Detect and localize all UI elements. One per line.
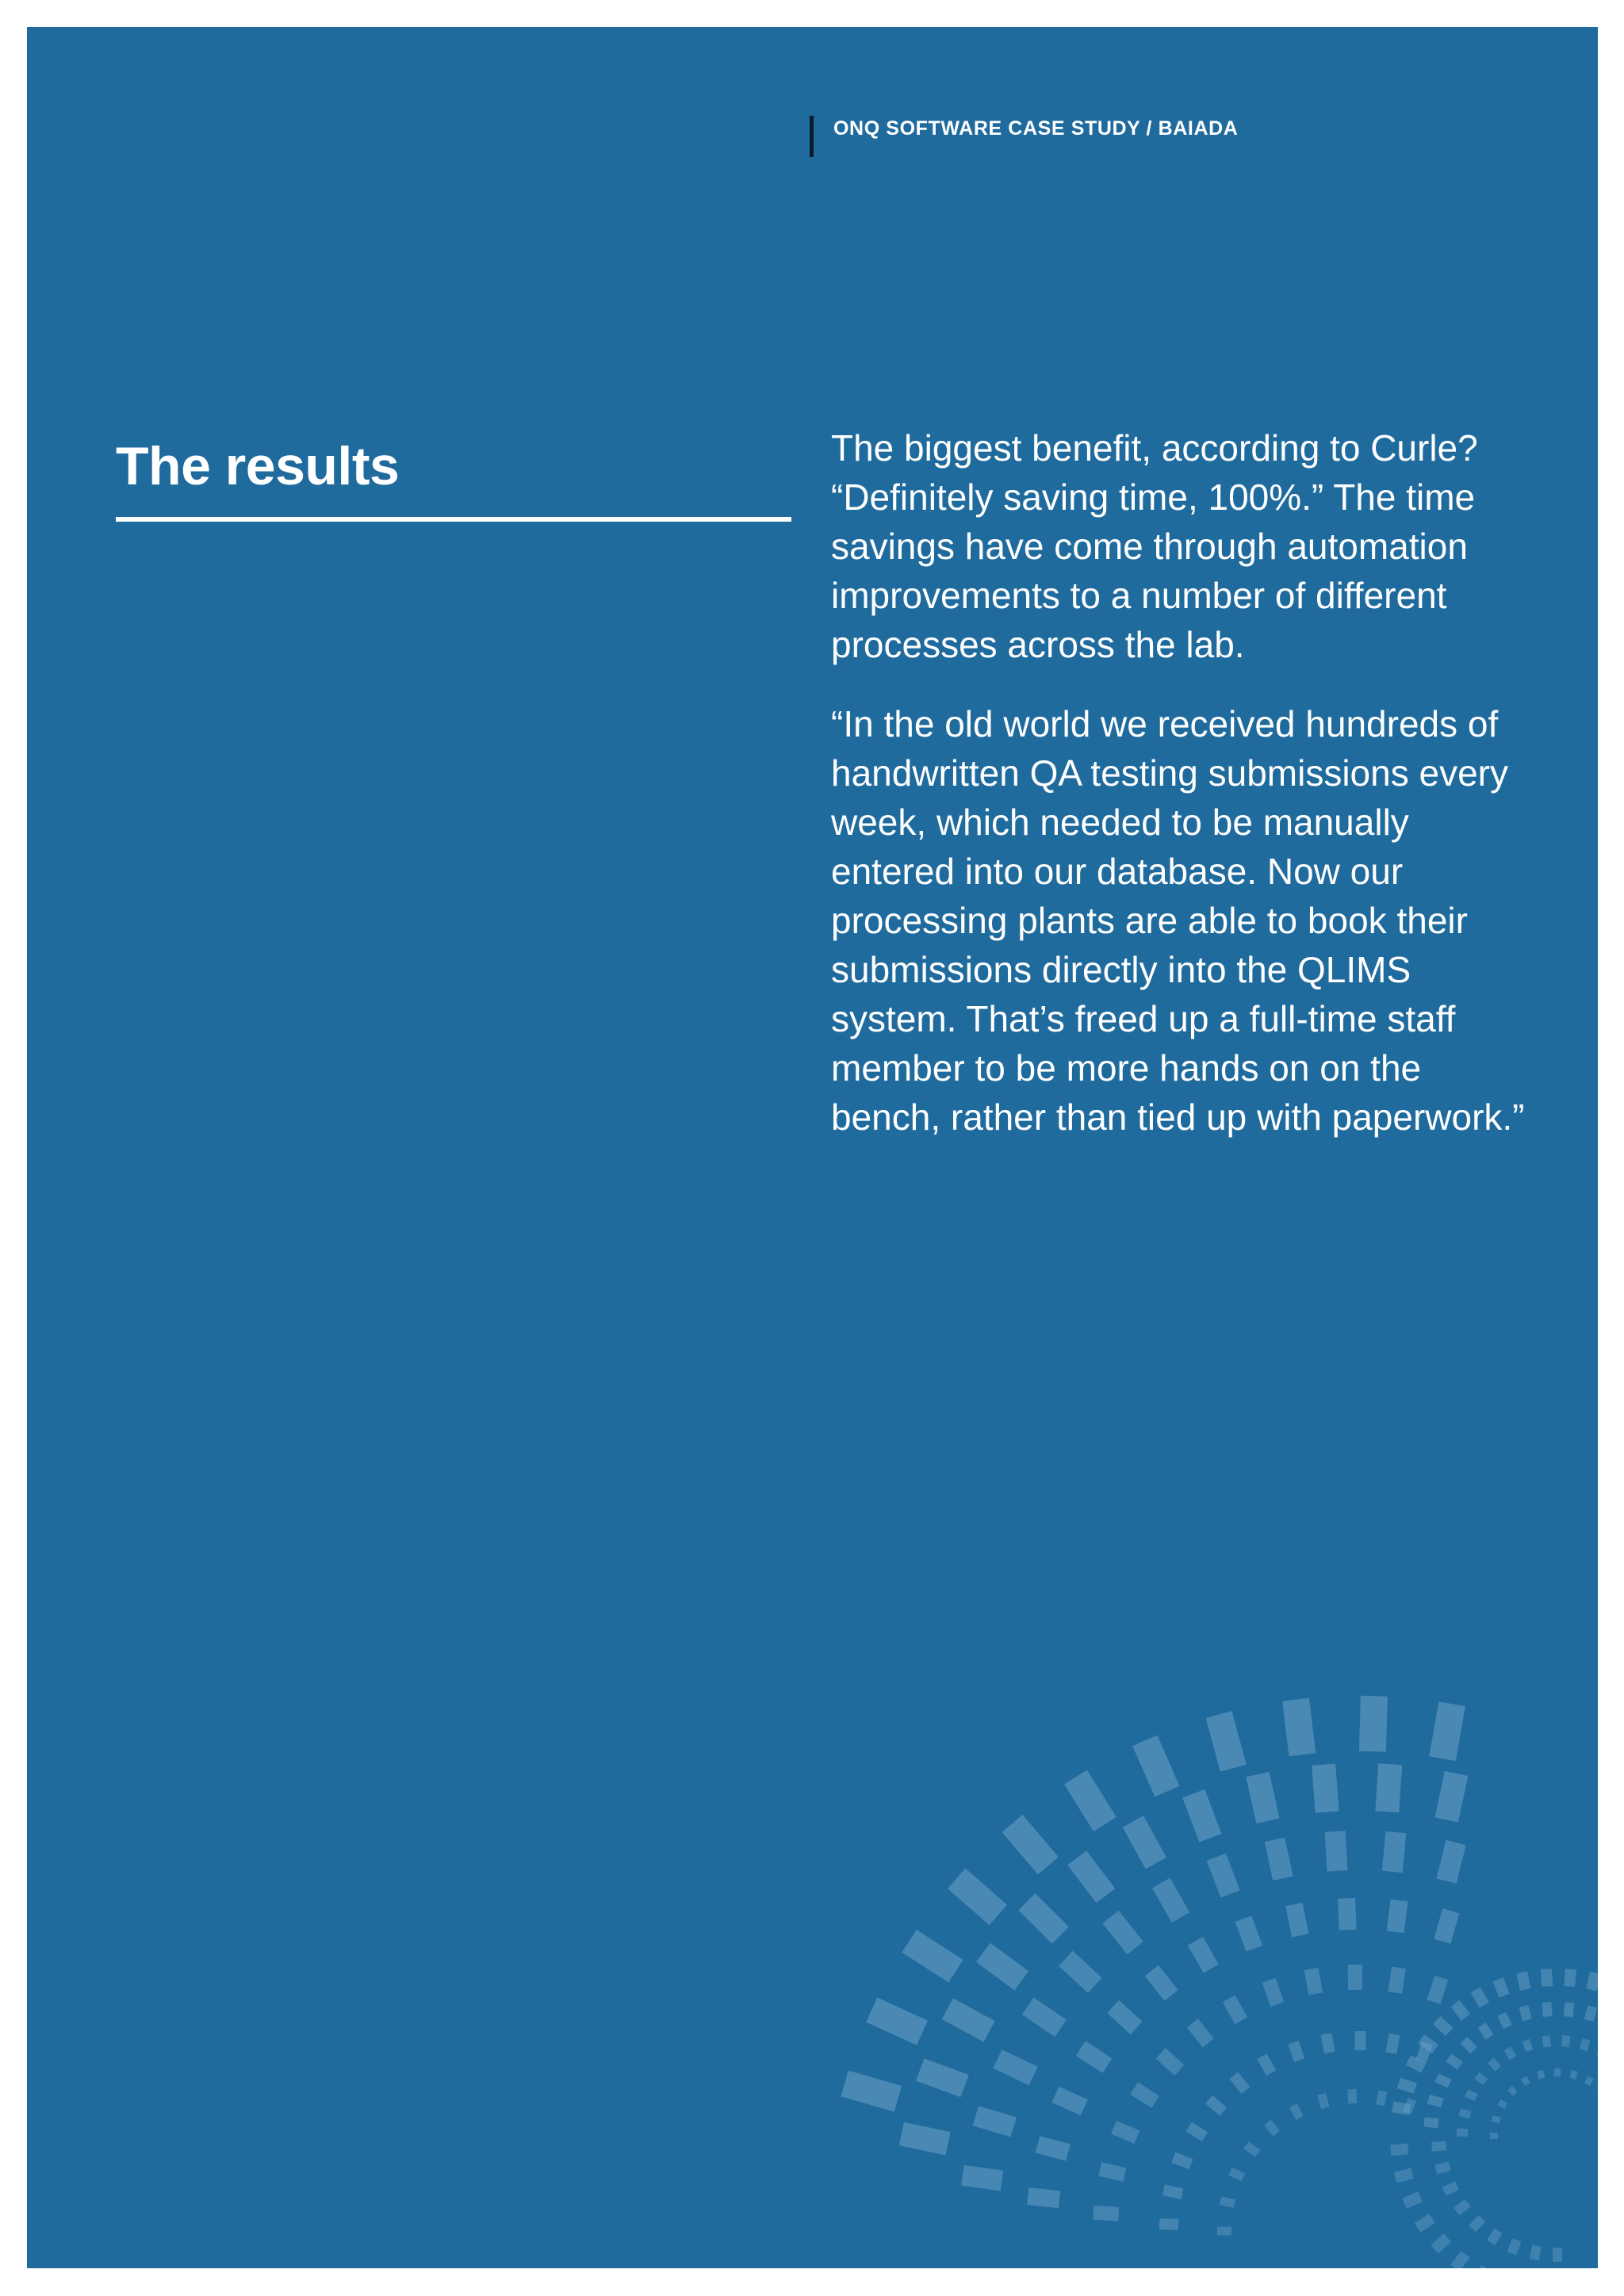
decor-tile bbox=[1220, 2196, 1235, 2208]
decor-tile bbox=[1554, 2068, 1561, 2076]
decor-tile bbox=[1022, 1997, 1067, 2037]
page-panel bbox=[27, 27, 1598, 2268]
decor-tile bbox=[1111, 2121, 1139, 2144]
decor-tile bbox=[1394, 2168, 1414, 2183]
decor-tile bbox=[1415, 2214, 1435, 2233]
body-paragraph: The biggest benefit, according to Curle? “Definitely saving time, 100%.” The time savings have come through automation improvements to a number of different processes across the lab. bbox=[831, 427, 1478, 665]
decor-tile bbox=[1503, 2046, 1516, 2060]
decor-tile bbox=[1450, 2251, 1470, 2268]
decor-tile bbox=[1596, 2045, 1598, 2059]
decor-tile bbox=[1434, 1908, 1459, 1944]
decor-tile bbox=[1507, 2238, 1522, 2255]
decor-tile bbox=[1434, 2073, 1451, 2088]
decor-tile bbox=[1304, 1968, 1323, 1996]
decor-tile bbox=[1354, 2031, 1365, 2050]
decor-tile bbox=[1257, 2053, 1276, 2076]
decor-tile bbox=[993, 2049, 1037, 2085]
decor-tile bbox=[1188, 1937, 1219, 1973]
decor-tile bbox=[1561, 2035, 1570, 2047]
decor-tile bbox=[1541, 1969, 1553, 1987]
decor-tile bbox=[1446, 2053, 1463, 2069]
decor-tile bbox=[1584, 2005, 1597, 2022]
decor-tile bbox=[1288, 2041, 1304, 2062]
decor-tile bbox=[1243, 2141, 1260, 2157]
decor-tile bbox=[1002, 1815, 1059, 1874]
decor-tile bbox=[1162, 2184, 1183, 2199]
decor-tile bbox=[1442, 2181, 1459, 2196]
decor-tile bbox=[1051, 2087, 1088, 2115]
decor-tile bbox=[1436, 1840, 1465, 1884]
decor-tile bbox=[1347, 2089, 1357, 2104]
decor-tile bbox=[1429, 1701, 1465, 1761]
decor-tile bbox=[1542, 2035, 1552, 2047]
decor-tile bbox=[1390, 2143, 1408, 2156]
decor-tile bbox=[1457, 2129, 1468, 2137]
decor-tile bbox=[1067, 1850, 1115, 1903]
decor-tile bbox=[1433, 2016, 1454, 2036]
decor-tile bbox=[1265, 1838, 1293, 1881]
decor-tile bbox=[1473, 2265, 1492, 2268]
decor-tile bbox=[1098, 2162, 1126, 2182]
decor-tile bbox=[841, 2071, 902, 2112]
decor-tile bbox=[1285, 1903, 1308, 1938]
decor-tile bbox=[1206, 1711, 1247, 1771]
decor-tile bbox=[1427, 2095, 1444, 2107]
decor-tile bbox=[1207, 1854, 1240, 1898]
decor-tile bbox=[1375, 1763, 1402, 1812]
decor-tile bbox=[1185, 2122, 1208, 2141]
decor-tile bbox=[1262, 1978, 1285, 2007]
decor-tile bbox=[1537, 2070, 1545, 2080]
decorative-spiral-pattern bbox=[27, 27, 1598, 2268]
decor-tile bbox=[1597, 2086, 1598, 2096]
decor-tile bbox=[961, 2165, 1003, 2191]
decor-tile bbox=[1516, 1971, 1530, 1990]
decor-tile bbox=[1490, 2133, 1498, 2139]
decor-tile bbox=[976, 1943, 1028, 1991]
decor-tile bbox=[1454, 2199, 1471, 2215]
decor-tile bbox=[1570, 2070, 1578, 2080]
case-study-label: ONQ SOFTWARE CASE STUDY / BAIADA bbox=[833, 117, 1239, 140]
decor-tile bbox=[1205, 2095, 1227, 2116]
decor-tile bbox=[1487, 2229, 1503, 2246]
decor-tile bbox=[1229, 2072, 1250, 2093]
decor-tile bbox=[1132, 1735, 1179, 1797]
decor-tile bbox=[1076, 2041, 1113, 2072]
decor-tile bbox=[899, 2122, 951, 2156]
decor-tile bbox=[948, 1869, 1007, 1926]
decor-tile bbox=[1431, 2141, 1446, 2152]
decor-tile bbox=[1385, 2034, 1400, 2054]
decor-tile bbox=[1553, 2248, 1562, 2262]
decor-tile bbox=[1522, 2039, 1534, 2052]
decor-tile bbox=[1478, 2022, 1494, 2040]
decor-tile bbox=[1521, 2076, 1530, 2086]
decor-tile bbox=[1289, 2103, 1304, 2120]
decor-tile bbox=[1217, 2227, 1231, 2236]
decor-tile bbox=[1348, 1965, 1363, 1990]
decor-tile bbox=[1338, 1898, 1357, 1931]
decor-tile bbox=[1312, 1764, 1339, 1813]
decor-tile bbox=[1458, 2108, 1471, 2118]
decor-tile bbox=[1580, 2038, 1591, 2051]
decor-tile bbox=[1027, 2187, 1060, 2208]
decor-tile bbox=[1171, 2152, 1193, 2170]
decor-tile bbox=[1159, 2218, 1178, 2230]
decor-tile bbox=[1434, 1771, 1468, 1823]
decor-tile bbox=[902, 1930, 963, 1982]
decor-tile bbox=[1018, 1893, 1069, 1944]
decor-tile bbox=[1317, 2093, 1329, 2109]
decor-tile bbox=[1321, 2033, 1335, 2053]
decor-tile bbox=[1130, 2083, 1159, 2108]
decor-tile bbox=[1427, 1976, 1448, 2004]
decor-tile bbox=[1507, 2086, 1518, 2096]
decor-tile bbox=[1461, 2037, 1477, 2053]
decor-tile bbox=[1382, 1831, 1407, 1873]
decor-tile bbox=[1586, 1972, 1598, 1992]
decor-tile bbox=[1564, 1969, 1576, 1987]
decor-tile bbox=[1325, 1831, 1348, 1871]
decor-tile bbox=[1228, 2168, 1245, 2182]
decor-tile bbox=[1102, 1911, 1143, 1954]
decor-tile bbox=[1564, 2002, 1575, 2017]
decor-tile bbox=[866, 1998, 928, 2045]
decor-tile bbox=[1223, 1996, 1247, 2025]
decor-tile bbox=[1036, 2136, 1071, 2161]
decor-tile bbox=[1519, 2005, 1532, 2021]
decor-tile bbox=[1402, 2191, 1423, 2209]
decor-tile bbox=[1388, 1966, 1406, 1993]
decor-tile bbox=[1488, 2058, 1501, 2072]
decor-tile bbox=[1235, 1915, 1263, 1951]
decor-tile bbox=[1423, 2117, 1438, 2128]
decor-tile bbox=[1059, 1951, 1101, 1993]
decor-tile bbox=[1497, 2012, 1511, 2029]
decor-tile bbox=[1474, 2072, 1488, 2085]
decor-tile bbox=[1450, 2000, 1470, 2021]
decor-tile bbox=[1123, 1816, 1166, 1869]
decor-tile bbox=[1492, 2115, 1501, 2123]
decor-tile bbox=[1471, 1987, 1489, 2007]
decor-tile bbox=[1493, 1977, 1510, 1998]
decor-tile bbox=[1497, 2099, 1507, 2109]
decor-tile bbox=[1465, 2089, 1478, 2101]
decor-tile bbox=[1530, 2244, 1542, 2260]
decor-tile bbox=[1434, 2161, 1451, 2174]
decor-tile bbox=[1156, 2048, 1185, 2076]
decor-tile bbox=[1182, 1789, 1221, 1843]
body-paragraph: “In the old world we received hundreds of handwritten QA testing submissions every week, which needed to be manually entered into our database. Now our processing plants are able to book their submissions directly into the QLIMS system. That’s freed up a full-time staff member to be more hands on on the bench, rather than tied up with paperwork.” bbox=[831, 703, 1525, 1138]
decor-tile bbox=[1387, 1900, 1408, 1933]
decor-tile bbox=[1397, 2078, 1417, 2094]
decor-tile bbox=[1093, 2206, 1119, 2221]
decor-tile bbox=[1376, 2091, 1387, 2107]
decor-tile bbox=[1542, 2002, 1552, 2017]
decor-tile bbox=[1152, 1878, 1189, 1923]
decor-tile bbox=[1282, 1698, 1316, 1757]
decor-tile bbox=[1145, 1965, 1178, 2001]
decor-tile bbox=[1064, 1770, 1116, 1831]
decor-tile bbox=[1431, 2233, 1451, 2253]
decor-tile bbox=[1359, 1696, 1388, 1752]
section-title: The results bbox=[116, 436, 400, 496]
decor-tile bbox=[973, 2106, 1017, 2137]
decor-tile bbox=[1264, 2120, 1280, 2137]
decor-tile bbox=[1107, 2000, 1142, 2034]
decor-tile bbox=[1469, 2215, 1485, 2232]
decor-tile bbox=[1187, 2019, 1214, 2047]
decor-tile bbox=[1246, 1772, 1279, 1823]
decor-tile bbox=[942, 1999, 995, 2042]
decor-tile bbox=[1584, 2076, 1594, 2086]
decor-tile bbox=[916, 2058, 969, 2097]
